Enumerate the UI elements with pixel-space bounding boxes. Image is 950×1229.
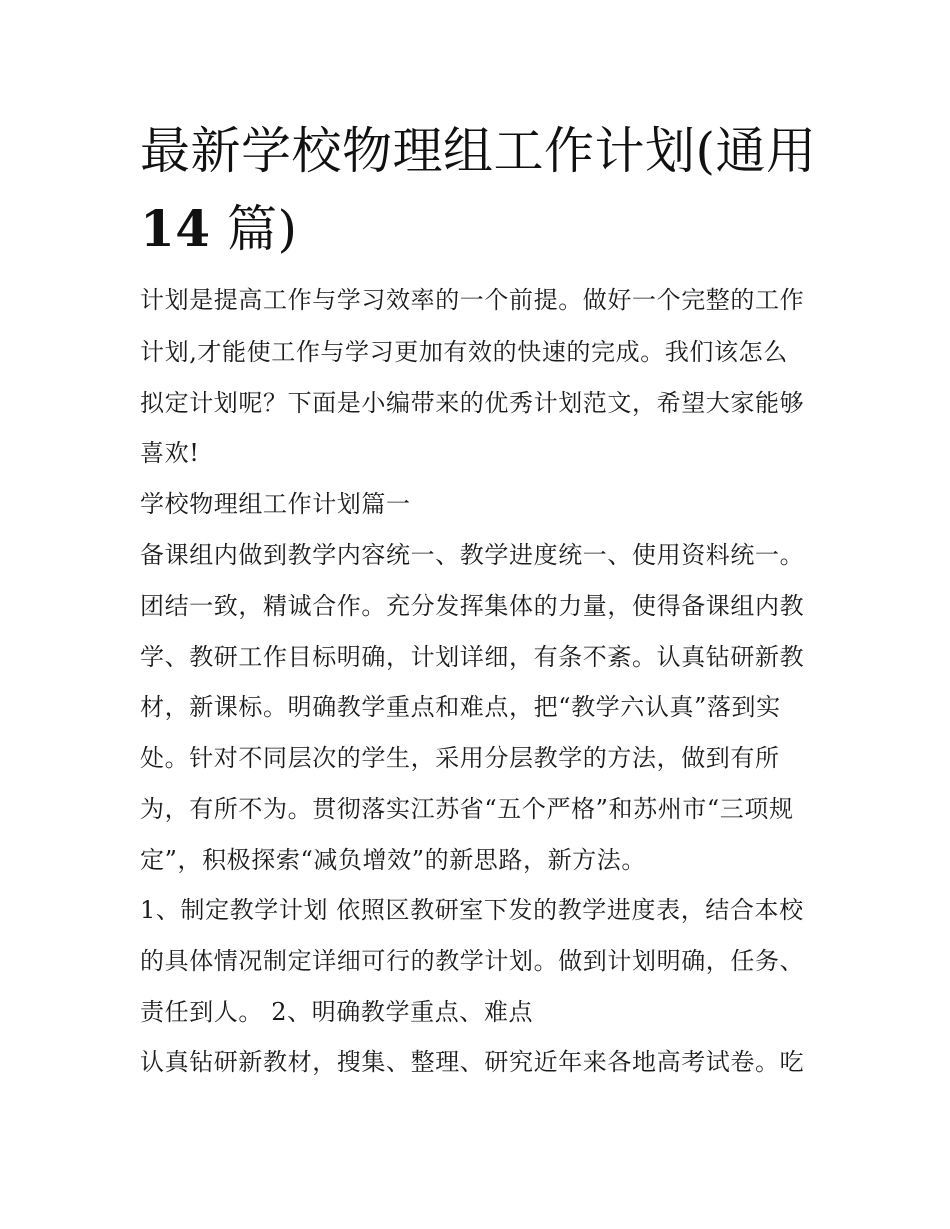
body-line-4: 材，新课标。明确教学重点和难点，把“教学六认真”落到实 (140, 693, 781, 721)
section-heading: 学校物理组工作计划篇一 (140, 490, 411, 518)
body-line-5: 处。针对不同层次的学生，采用分层教学的方法，做到有所 (140, 744, 780, 772)
body-line-1: 备课组内做到教学内容统一、教学进度统一、使用资料统一。 (140, 541, 805, 569)
item-1-line-1: 1、制定教学计划 依照区教研室下发的教学进度表，结合本校 (140, 896, 804, 924)
document-title (140, 112, 820, 268)
intro-line-1: 计划是提高工作与学习效率的一个前提。做好一个完整的工作 (140, 286, 805, 314)
item-1-line-2: 的具体情况制定详细可行的教学计划。做到计划明确，任务、 (140, 947, 805, 975)
title-line-2: 篇) (210, 200, 298, 258)
body-line-6: 为，有所不为。贯彻落实江苏省“五个严格”和苏州市“三项规 (140, 795, 794, 823)
intro-line-4: 喜欢! (140, 439, 200, 467)
body-line-8: 认真钻研新教材，搜集、整理、研究近年来各地高考试卷。吃 (140, 1048, 805, 1076)
title-line-1: 最新学校物理组工作计划(通用 (140, 122, 817, 180)
intro-line-2: 计划,才能使工作与学习更加有效的快速的完成。我们该怎么 (140, 338, 788, 366)
title-number: 14 (140, 199, 211, 258)
intro-line-3: 拟定计划呢？下面是小编带来的优秀计划范文，希望大家能够 (140, 389, 805, 417)
body-line-2: 团结一致，精诚合作。充分发挥集体的力量，使得备课组内教 (140, 592, 805, 620)
item-2-line: 责任到人。 2、明确教学重点、难点 (140, 998, 534, 1026)
body-line-3: 学、教研工作目标明确，计划详细，有条不紊。认真钻研新教 (140, 643, 805, 671)
body-line-7: 定”，积极探索“减负增效”的新思路，新方法。 (140, 846, 647, 874)
